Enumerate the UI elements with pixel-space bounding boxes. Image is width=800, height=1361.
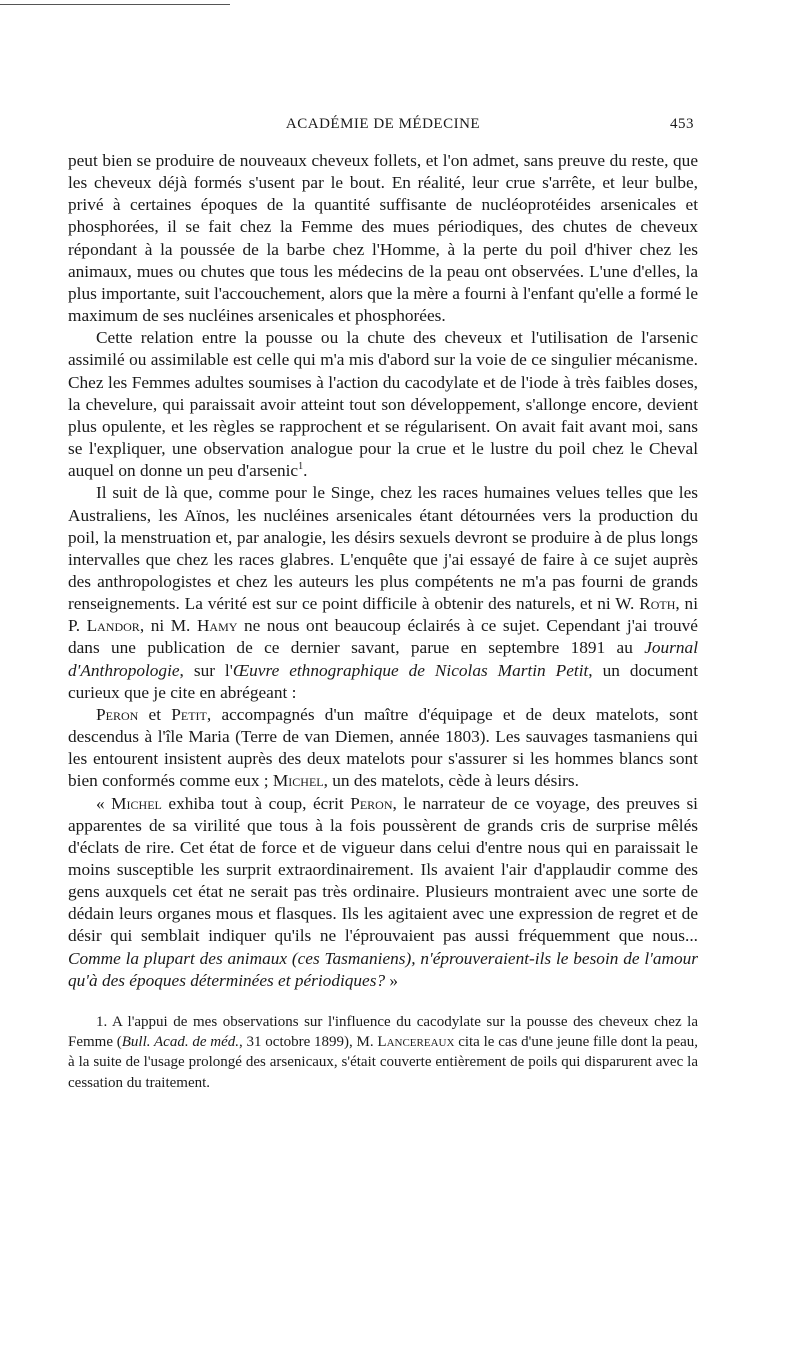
paragraph-2-end: . (303, 461, 308, 481)
paragraph-3-text-c: , ni M. (139, 616, 197, 636)
footnotes (68, 1012, 698, 1093)
paragraph-4-text-a: et (138, 704, 172, 724)
footnote-bulletin-title: Bull. Acad. de méd. (121, 1034, 240, 1051)
paragraph-5-text-c: , le narrateur de ce voyage, des preuves si apparentes de sa virilité que tous à la fois poussèrent de grands cris de surprise mêlés d'éclats de rire. Cet état de force et de vigueur dans celui d'entre nous qui en paraissait le moins susceptible les surprit extraordinairement. Ils avaient l'air d'applaudir comme des gens auxquels cet état ne serait pas très ordinaire. Plusieurs montraient avec une sorte de dédain leurs organes mous et flasques. Ils les agitaient avec une expression de regret et de désir qui semblait indiquer qu'ils ne l'éprouvaient pas aussi fréquemment que nous... (68, 793, 698, 946)
paragraph-3-text-b: , ni P. (68, 594, 698, 636)
paragraph-1-text: peut bien se produire de nouveaux cheveux follets, et l'on admet, sans preuve du reste, que les cheveux déjà formés s'usent par le bout. En réalité, leur crue s'arrête, et leur bulbe, privé à certaines époques de la quantité suffisante de nucléoprotéides arsenicales et phosphorées, il se fait chez la Femme des mues périodiques, des chutes de cheveux répondant à la poussée de la barbe chez l'Homme, à la perte du poil d'hiver chez les animaux, mues ou chutes que tous les médecins de la peau ont observées. L'une d'elles, la plus importante, suit l'accouchement, alors que la mère a fourni à l'enfant qu'elle a formé le maximum de ses nucléines arsenicales et phosphorées. (68, 151, 698, 326)
paragraph-2 (68, 327, 698, 482)
page-header (68, 116, 698, 140)
paragraph-5 (68, 793, 698, 992)
paragraph-4 (68, 704, 698, 793)
journal-title: Journal d'Anthropologie (68, 638, 698, 680)
paragraph-1 (68, 150, 698, 327)
footnote-text-c: cita le cas d'une jeune fille dont la peau, à la suite de l'usage prolongé des arsenicaux, s'était couverte entièrement de poils qui disparurent avec la cessation du traitement. (68, 1034, 699, 1091)
name-peron: Peron (96, 704, 139, 724)
name-lancereaux: Lancereaux (377, 1034, 455, 1051)
paragraph-3-text-d: ne nous ont beaucoup éclairés à ce sujet. Cependant j'ai trouvé dans une publication de ce dernier savant, parue en septembre 1891 au (68, 616, 698, 658)
paragraph-5-text-b: exhiba tout à coup, écrit (161, 793, 351, 813)
paragraph-5-italic: Comme la plupart des animaux (ces Tasmaniens), n'éprouveraient-ils le besoin de l'amour qu'à des époques déterminées et périodiques? (68, 948, 698, 990)
author-landor: Landor (86, 616, 140, 636)
paragraph-3-text-e: , sur l' (179, 660, 233, 680)
running-title: ACADÉMIE DE MÉDECINE (285, 116, 481, 132)
footnote-1 (68, 1012, 698, 1093)
page-number: 453 (670, 116, 694, 132)
paragraph-3-text-a: Il suit de là que, comme pour le Singe, chez les races humaines velues telles que les Australiens, les Aïnos, les nucléines arsenicales étant détournées vers la production du poil, la menstruation et, par analogie, les désirs sexuels devront se produire à de plus longs intervalles que chez les races glabres. L'enquête que j'ai essayé de faire à ce sujet auprès des anthropologistes et chez les auteurs les plus compétents ne m'a pas fourni de grands renseignements. La vérité est sur ce point difficile à obtenir des naturels, et ni W. (68, 483, 698, 614)
name-petit: Petit (171, 704, 207, 724)
body-text (68, 150, 698, 992)
oeuvre-title: Œuvre ethnographique de Nicolas Martin Petit (232, 660, 589, 680)
footnote-ref: 1 (298, 461, 304, 473)
paragraph-2-text: Cette relation entre la pousse ou la chute des cheveux et l'utilisation de l'arsenic assimilé ou assimilable est celle qui m'a mis d'abord sur la voie de ce singulier mécanisme. Chez les Femmes adultes soumises à l'action du cacodylate et de l'iode à très faibles doses, la chevelure, qui paraissait avoir atteint tout son développement, s'allonge encore, devient plus opulente, et les règles se rapprochent et se régularisent. On avait fait avant moi, sans se l'expliquer, une observation analogue pour la crue et le lustre du poil chez le Cheval auquel on donne un peu d'arsenic (68, 328, 698, 481)
name-peron-quote: Peron (350, 793, 393, 813)
name-michel: Michel (272, 771, 324, 791)
paragraph-5-open-quote: « (96, 793, 112, 813)
paragraph-5-close-quote: » (385, 970, 399, 990)
top-edge-rule (0, 4, 230, 5)
author-hamy: Hamy (196, 616, 238, 636)
footnote-text-b: , 31 octobre 1899), M. (239, 1034, 378, 1051)
name-michel-quote: Michel (111, 793, 162, 813)
paragraph-4-text-c: , un des matelots, cède à leurs désirs. (323, 771, 579, 791)
paragraph-4-text-b: , accompagnés d'un maître d'équipage et de deux matelots, sont descendus à l'île Maria (Terre de van Diemen, année 1803). Les sauvages tasmaniens qui les entourent insistent auprès des deux matelots pour s'assurer si les hommes blancs sont bien conformés comme eux ; (68, 704, 698, 791)
paragraph-3 (68, 482, 698, 704)
page (68, 116, 698, 1093)
footnote-text-a: 1. A l'appui de mes observations sur l'influence du cacodylate sur la pousse des cheveux chez la Femme ( (68, 1013, 698, 1051)
author-roth: Roth (639, 594, 676, 614)
paragraph-3-text-f: , un document curieux que je cite en abrégeant : (68, 660, 698, 702)
